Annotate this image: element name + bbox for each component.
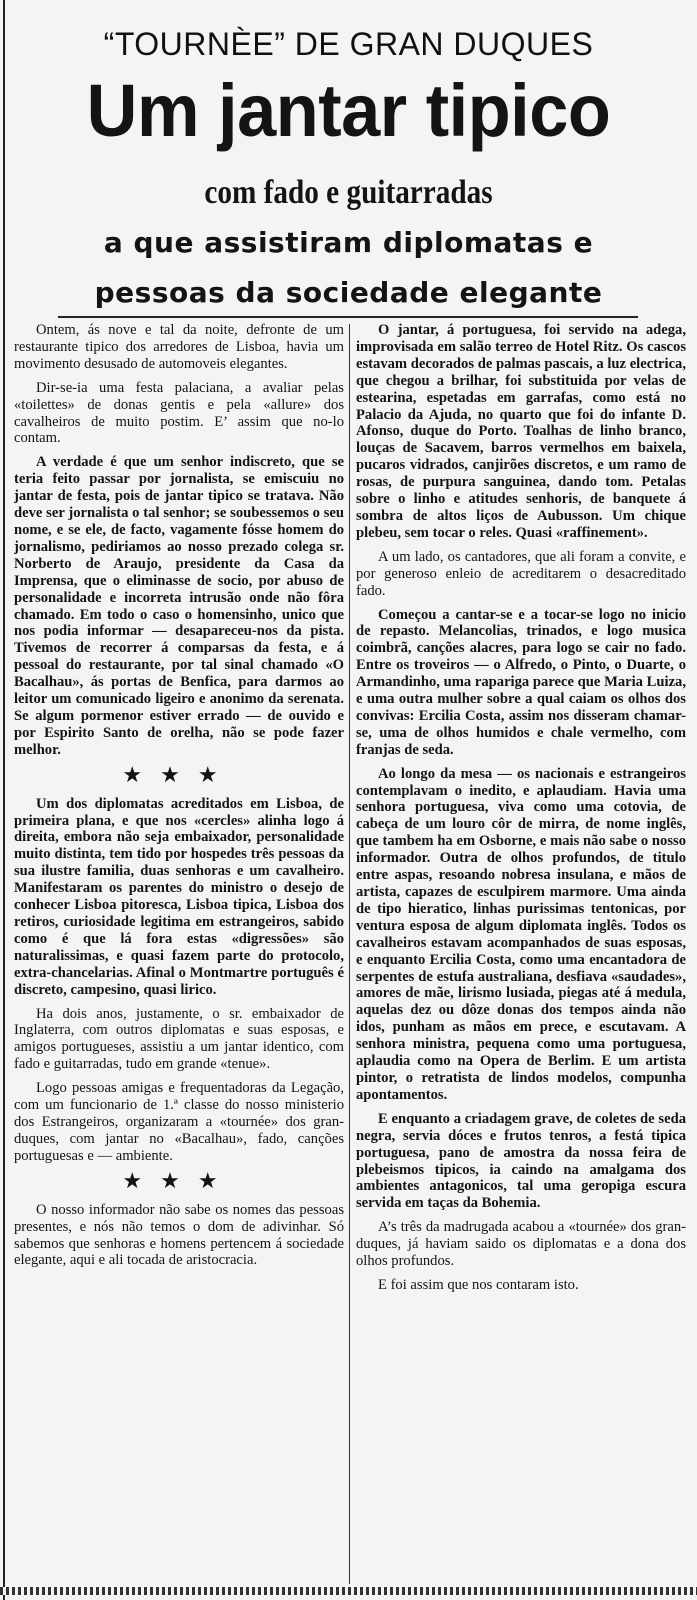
paragraph: A verdade é que um senhor indiscreto, que se teria feito passar por jornalista, se emiscuiu no jantar de festa, pois de jantar tipico se tratava. Não deve ser jornalista o tal senhor; se soubessemos o seu nome, e se ele, de facto, vagamente fósse homem do jornalismo, pediriamos ao nosso prezado colega sr. Norberto de Araujo, presidente da Casa da Imprensa, que o eliminasse de socio, por abuso de personalidade e incorreta intrusão onde não fôra chamado. Em todo o caso o homensinho, unico que nos podia informar — desapareceu-nos da pista. Tivemos de recorrer á comparsas da festa, e á pessoal do restaurante, por tal sinal chamado «O Bacalhau», ás portas de Benfica, para darmos ao leitor um comunicado ligeiro e anonimo da serenata. Se algum pormenor estiver errado — de ouvido e por Espirito Santo de orelha, não se pode fazer melhor. [14,454,344,758]
paragraph: Começou a cantar-se e a tocar-se logo no inicio de repasto. Melancolias, trinados, e logo musica coimbrã, canções alacres, para logo se cair no fado. Entre os troveiros — o Alfredo, o Pinto, o Duarte, o Armandinho, uma rapariga parece que Maria Luiza, e uma outra mulher sobre a qual caiam os olhos dos convivas: Ercilia Costa, assim nos disseram chamar-se, uma de olhos humidos e chale vermelho, com franjas de seda. [356,606,686,758]
paragraph: Ao longo da mesa — os nacionais e estrangeiros contemplavam o inedito, e aplaudiam. Havia uma senhora portuguesa, viva como uma cotovia, de cabeça de um louro côr de mirra, de nome inglês, que tambem ha em Osborne, e mais não sabe o nosso informador. Outra de olhos profundos, de titulo entre aspas, resoando nobresa insulana, e mãos de artista, capazes de esculpirem marmore. Uma ainda de tipo hieratico, linhas purissimas tentonicas, por ventura esposa de algum diplomata inglês. Todos os cavalheiros estavam acompanhados de suas esposas, e enquanto Ercilia Costa, como uma encantadora de serpentes de estufa australiana, desfiava «saudades», amores de mãe, lirismo lusiada, piegas até á medula, aquelas dez ou dôze donas dos tempos ainda não idos, punham as mãos em prece, e escutavam. A senhora ministra, pequena como uma portuguesa, aplaudia como na Opera de Berlim. E um artista pintor, o retratista de lindos modelos, compunha apontamentos. [356,765,686,1103]
kicker: “TOURNÈE” DE GRAN DUQUES [103,26,594,62]
paragraph: Um dos diplomatas acreditados em Lisboa, de primeira plana, e que nos «cercles» alinha logo á direita, embora não seja embaixador, personalidade muito distinta, tem tido por hospedes três pessoas da sua ilustre familia, duas senhoras e um cavalheiro. Manifestaram os parentes do ministro o desejo de conhecer Lisboa pitoresca, Lisboa tipica, Lisboa dos retiros, curiosidade legitima em estrangeiros, sabido como é que lá fora estas «digressões» são naturalissimas, e quasi fazem parte do protocolo, extra-chancelarias. Afinal o Montmartre português é discreto, campesino, quasi lirico. [14,795,344,998]
section-stars-divider: ★★★ [122,762,236,788]
paragraph: E enquanto a criadagem grave, de coletes de seda negra, servia dóces e frutos tenros, a festá tipica portuguesa, pano de amostra da nossa feira de plebeismos tipicos, ia caindo na amalgama dos ambientes antagonicos, tal uma geropiga escura servida em taças da Bohemia. [356,1110,686,1212]
article-column-left [14,322,344,1584]
paragraph: E foi assim que nos contaram isto. [378,1276,579,1293]
paragraph: Logo pessoas amigas e frequentadoras da Legação, com um funcionario de 1.ª classe do nosso ministerio dos Estrangeiros, organizaram a «tournée» dos gran-duques, com jantar no «Bacalhau», fado, canções portuguesas e — ambiente. [14,1080,344,1164]
paragraph: O jantar, á portuguesa, foi servido na adega, improvisada em salão terreo de Hotel Ritz. Os cascos estavam decorados de palmas pascais, a luz electrica, que chegou a brilhar, foi substituida por velas de estearina, espetadas em garrafas, como está no Palacio da Ajuda, no quarto que foi do infante D. Afonso, duque do Porto. Toalhas de linho branco, louças de Sacavem, barros vermelhos em baixela, pucaros vidrados, canjirões discretos, e um ramo de rosas, de purpura sanguinea, dando tom. Petalas sobre o linho e atitudes senhoris, de banquete á sombra de altos liços de Aubusson. Um chique plebeu, sem tocar o reles. Quasi «raffinement». [356,322,686,541]
paragraph: Dir-se-ia uma festa palaciana, a avaliar pelas «toilettes» de donas gentis e pela «allure» dos cavalheiros de muito postim. E’ assim que no-lo contam. [14,379,344,447]
section-stars-divider: ★★★ [122,1168,236,1194]
subheadline-3: pessoas da sociedade elegante [94,276,603,309]
headline: Um jantar tipico [86,69,611,152]
subheadline-2: a que assistiram diplomatas e [103,226,594,259]
headline-rule [58,316,638,318]
paragraph: A um lado, os cantadores, que ali foram a convite, e por generoso enleio de acreditarem o desacreditado fado. [356,548,686,599]
paragraph: A’s três da madrugada acabou a «tournée» dos gran-duques, já haviam saido os diplomatas e a dona dos olhos profundos. [356,1219,686,1270]
column-divider [349,324,350,1584]
paragraph: Ontem, ás nove e tal da noite, defronte de um restaurante tipico dos arredores de Lisboa, havia um movimento desusado de automoveis elegantes. [14,322,344,372]
paragraph: Ha dois anos, justamente, o sr. embaixador de Inglaterra, com outros diplomatas e suas esposas, e amigos portugueses, assistiu a um jantar identico, com fado e guitarradas, tudo em grande «tenue». [14,1005,344,1073]
subheadline-1: com fado e guitarradas [204,174,493,211]
bottom-dotted-border [0,1587,697,1595]
paragraph: O nosso informador não sabe os nomes das pessoas presentes, e nós não temos o dom de adivinhar. Só sabemos que senhoras e homens pertencem á sociedade elegante, aqui e ali tocada de aristocracia. [14,1201,344,1269]
article-column-right [356,322,686,1584]
